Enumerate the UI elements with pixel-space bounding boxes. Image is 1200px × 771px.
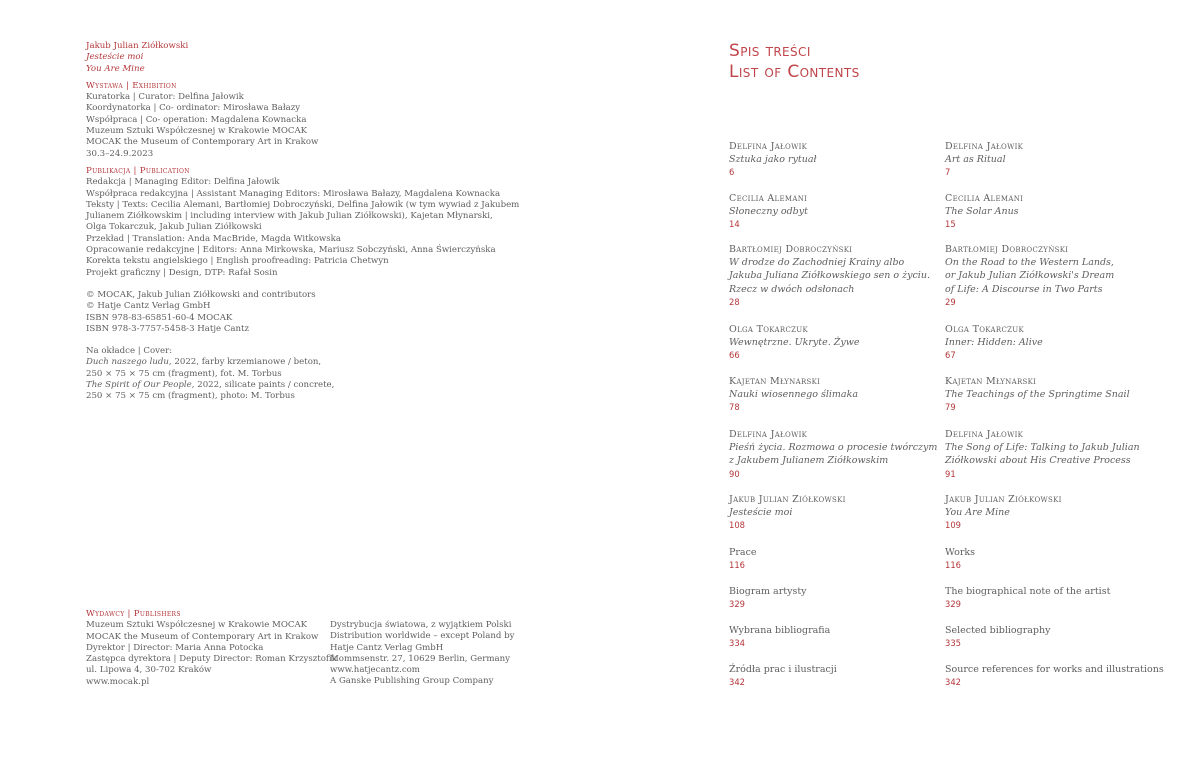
copyright-section (86, 290, 506, 335)
exhibition-dates: 30.3–24.9.2023 (86, 148, 154, 159)
toc-title: On the Road to the Western Lands, (945, 257, 1114, 269)
toc-entry-pl (729, 323, 939, 363)
exhibition-line: Współpraca | Co- operation: Magdalena Kownacka (86, 114, 307, 125)
toc-page-number: 108 (729, 520, 745, 531)
publication-heading: Publikacja | Publication (86, 165, 190, 176)
cover-label: Na okładce | Cover: (86, 346, 173, 357)
publication-line: Przekład | Translation: Anda MacBride, Magda Witkowska (86, 233, 341, 244)
toc-author: Bartłomiej Dobroczyński (729, 244, 853, 255)
cover-size-en: 250 × 75 × 75 cm (fragment), photo: M. Torbus (86, 391, 295, 402)
toc-author: Kajetan Młynarski (945, 376, 1037, 387)
toc-author: Bartłomiej Dobroczyński (945, 244, 1069, 255)
publishers-heading: Wydawcy | Publishers (86, 609, 181, 619)
isbn-mocak: ISBN 978-83-65851-60-4 MOCAK (86, 312, 233, 323)
toc-label: Prace (729, 547, 757, 558)
publishers-address: ul. Lipowa 4, 30-702 Kraków (86, 665, 212, 676)
colophon-artist: Jakub Julian Ziółkowski (86, 41, 189, 51)
toc-title: The Solar Anus (945, 206, 1019, 218)
toc-title: You Are Mine (945, 507, 1010, 519)
toc-title: The Teachings of the Springtime Snail (945, 389, 1130, 401)
copyright-line: © Hatje Cantz Verlag GmbH (86, 301, 211, 312)
colophon (86, 41, 520, 403)
distribution-line: Distribution worldwide – except Poland by (330, 631, 515, 642)
toc-title: or Jakub Julian Ziółkowski's Dream (945, 270, 1115, 282)
toc-page-number: 335 (945, 638, 961, 649)
toc-author: Delfina Jałowik (945, 141, 1024, 152)
toc-title: z Jakubem Julianem Ziółkowskim (729, 455, 889, 467)
toc-label: Wybrana bibliografia (729, 625, 831, 636)
toc-author: Olga Tokarczuk (729, 324, 808, 335)
toc-page-number: 15 (945, 219, 956, 230)
exhibition-line: Muzeum Sztuki Współczesnej w Krakowie MOCAK (86, 126, 308, 137)
toc-page-number: 329 (945, 599, 961, 610)
publishers-website: www.mocak.pl (86, 676, 150, 687)
distribution-line: Dystrybucja światowa, z wyjątkiem Polski (330, 620, 512, 630)
toc-page-number: 78 (729, 402, 740, 413)
toc-title: The Song of Life: Talking to Jakub Julian (945, 442, 1140, 454)
exhibition-section (86, 81, 506, 160)
toc-page-number: 7 (945, 167, 951, 178)
toc-entry-pl (729, 585, 939, 611)
toc-author: Olga Tokarczuk (945, 324, 1024, 335)
toc-page-number: 116 (945, 560, 961, 571)
toc-title: Art as Ritual (945, 154, 1006, 166)
toc-label: The biographical note of the artist (945, 586, 1111, 597)
publishers-section (86, 609, 337, 688)
toc-title: Pieśń życia. Rozmowa o procesie twórczym (729, 442, 938, 454)
toc-title: Nauki wiosennego ślimaka (729, 389, 859, 401)
toc-entry-pl (729, 243, 939, 309)
toc-entry-en (945, 140, 1155, 180)
toc-author: Delfina Jałowik (729, 429, 808, 440)
publication-line: Projekt graficzny | Design, DTP: Rafał Sosin (86, 267, 278, 278)
cover-title-pl: Duch naszego ludu (86, 357, 169, 368)
toc-page-number: 28 (729, 296, 740, 307)
toc-page-number: 14 (729, 219, 740, 230)
exhibition-line: Kuratorka | Curator: Delfina Jałowik (86, 92, 244, 103)
toc-page-number: 91 (945, 468, 956, 479)
toc-entry-pl (729, 192, 939, 232)
toc-entry-en (945, 624, 1155, 650)
toc-label: Biogram artysty (729, 586, 807, 597)
toc-entry-pl (729, 140, 939, 180)
publishers-line: Dyrektor | Director: Maria Anna Potocka (86, 642, 264, 653)
toc-title: W drodze do Zachodniej Krainy albo (729, 257, 905, 269)
toc-page-number: 29 (945, 296, 956, 307)
toc-label: Selected bibliography (945, 625, 1051, 636)
toc-page-number: 329 (729, 599, 745, 610)
colophon-title-en: You Are Mine (86, 63, 145, 74)
toc-title: Słoneczny odbyt (729, 206, 808, 218)
publication-line: Olga Tokarczuk, Jakub Julian Ziółkowski (86, 222, 262, 233)
toc-title: Jesteście moi (729, 507, 793, 519)
copyright-line: © MOCAK, Jakub Julian Ziółkowski and contributors (86, 289, 316, 300)
publication-line: Opracowanie redakcyjne | Editors: Anna Mirkowska, Mariusz Sobczyński, Anna Świerczyńska (86, 245, 496, 256)
toc-page-number: 342 (945, 677, 961, 688)
toc-entry-en (945, 192, 1155, 232)
toc-author: Cecilia Alemani (945, 193, 1024, 204)
toc-title: Sztuka jako rytuał (729, 154, 817, 166)
toc-title: Rzecz w dwóch odsłonach (729, 283, 855, 295)
cover-details-en: , 2022, silicate paints / concrete, (191, 380, 335, 391)
toc-title: Inner: Hidden: Alive (945, 337, 1043, 349)
toc-label: Works (945, 547, 976, 558)
toc-page-number: 90 (729, 468, 740, 479)
toc-page-number: 109 (945, 520, 961, 531)
toc-entry-pl (729, 546, 939, 572)
toc-title: of Life: A Discourse in Two Parts (945, 283, 1103, 295)
toc-title-pl: Spis treści (729, 41, 811, 61)
toc-label: Source references for works and illustrations (945, 664, 1164, 675)
cover-caption-pl (86, 357, 506, 368)
publication-line: Julianem Ziółkowskim | including interview with Jakub Julian Ziółkowski), Kajetan Młynarski, (86, 211, 493, 222)
distribution-section (330, 620, 515, 688)
toc-page-number: 79 (945, 402, 956, 413)
toc-entry-en (945, 663, 1164, 689)
publishers-line: Zastępca dyrektora | Deputy Director: Roman Krzysztofik (86, 654, 337, 665)
publishers-line: Muzeum Sztuki Współczesnej w Krakowie MOCAK (86, 620, 308, 631)
cover-details-pl: , 2022, farby krzemianowe / beton, (168, 357, 322, 368)
toc-entry-en (945, 428, 1155, 481)
publication-line: Teksty | Texts: Cecilia Alemani, Bartłomiej Dobroczyński, Delfina Jałowik (w tym wywiad z Jakubem (86, 199, 520, 210)
toc-entry-en (945, 375, 1155, 415)
toc-page-number: 342 (729, 677, 745, 688)
toc-entry-en (945, 546, 1155, 572)
toc-author: Delfina Jałowik (729, 141, 808, 152)
toc-entry-pl (729, 428, 939, 481)
toc-author: Kajetan Młynarski (729, 376, 821, 387)
colophon-title-pl: Jesteście moi (86, 52, 144, 63)
toc-title: Jakuba Juliana Ziółkowskiego sen o życiu. (729, 270, 930, 282)
toc-entry-en (945, 323, 1155, 363)
cover-caption-en (86, 380, 506, 391)
distribution-website: www.hatjecantz.com (330, 665, 420, 676)
toc-title: Ziółkowski about His Creative Process (945, 455, 1131, 467)
publication-line: Redakcja | Managing Editor: Delfina Jałowik (86, 177, 280, 188)
toc-entry-en (945, 493, 1155, 533)
toc-author: Cecilia Alemani (729, 193, 808, 204)
toc-heading (729, 41, 860, 83)
toc-title-en: List of Contents (729, 62, 860, 82)
publication-line: Współpraca redakcyjna | Assistant Managing Editors: Mirosława Bałazy, Magdalena Kownacka (86, 188, 501, 199)
exhibition-line: MOCAK the Museum of Contemporary Art in Krakow (86, 137, 319, 148)
toc-entry-pl (729, 375, 939, 415)
distribution-line: A Ganske Publishing Group Company (330, 676, 494, 687)
distribution-address: Mommsenstr. 27, 10629 Berlin, Germany (330, 653, 510, 664)
publication-line: Korekta tekstu angielskiego | English proofreading: Patricia Chetwyn (86, 256, 389, 267)
toc-entry-pl (729, 663, 939, 689)
toc-page-number: 116 (729, 560, 745, 571)
toc-title: Wewnętrzne. Ukryte. Żywe (729, 337, 860, 349)
cover-title-en: The Spirit of Our People (86, 380, 192, 391)
toc-entry-pl (729, 624, 939, 650)
distribution-line: Hatje Cantz Verlag GmbH (330, 642, 444, 653)
toc-page-number: 67 (945, 350, 956, 361)
cover-section (86, 346, 506, 402)
toc-label: Źródła prac i ilustracji (729, 664, 837, 675)
toc-page-number: 6 (729, 167, 735, 178)
exhibition-heading: Wystawa | Exhibition (86, 80, 177, 91)
toc-author: Jakub Julian Ziółkowski (945, 494, 1062, 505)
publishers-line: MOCAK the Museum of Contemporary Art in Krakow (86, 631, 319, 642)
toc-page-number: 66 (729, 350, 740, 361)
exhibition-line: Koordynatorka | Co- ordinator: Mirosława Bałazy (86, 103, 301, 114)
cover-size-pl: 250 × 75 × 75 cm (fragment), fot. M. Torbus (86, 368, 282, 379)
toc-page-number: 334 (729, 638, 745, 649)
toc-entry-en (945, 243, 1155, 309)
isbn-hatje-cantz: ISBN 978-3-7757-5458-3 Hatje Cantz (86, 323, 250, 334)
toc-author: Delfina Jałowik (945, 429, 1024, 440)
toc-entry-pl (729, 493, 939, 533)
toc-entry-en (945, 585, 1155, 611)
publication-section (86, 165, 520, 279)
toc-author: Jakub Julian Ziółkowski (729, 494, 846, 505)
